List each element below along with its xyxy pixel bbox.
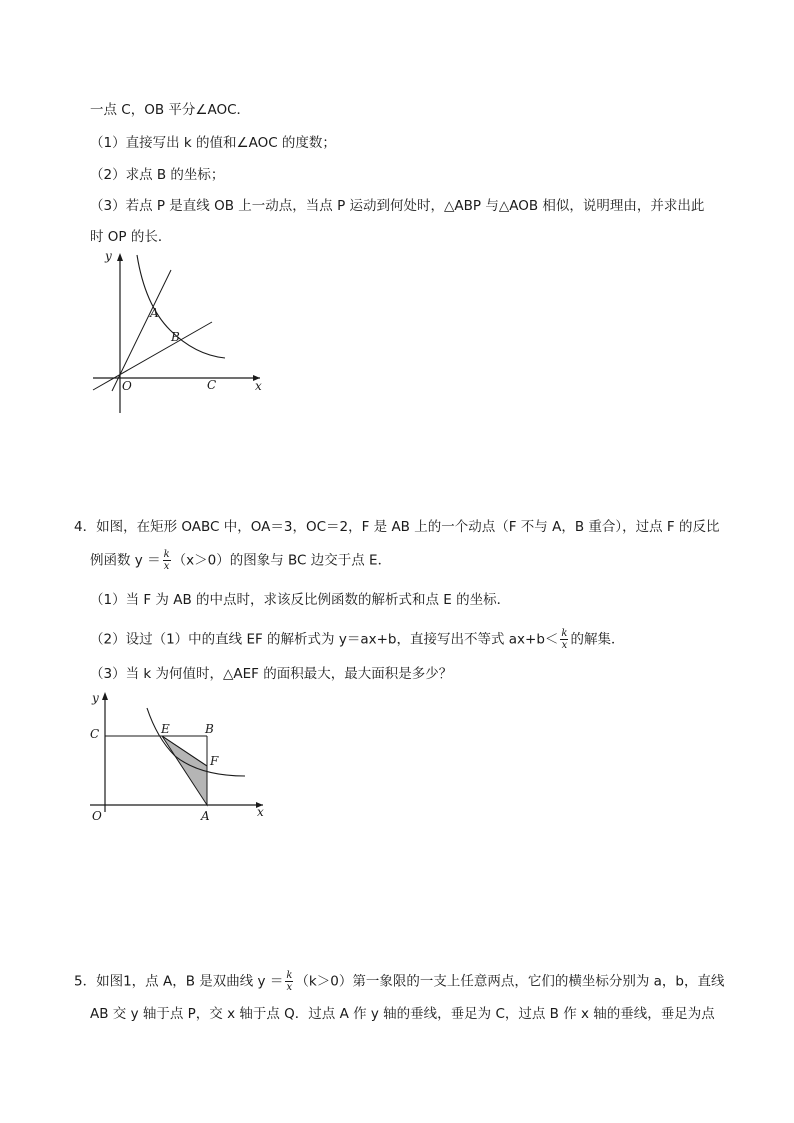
q3-part3-line1: （3）若点 P 是直线 OB 上一动点，当点 P 运动到何处时，△ABP 与△AOB 相似，说明理由，并求出此 [90,198,705,214]
frac-numerator: k [286,970,293,981]
frac-denominator: x [286,982,293,993]
q4-text-line2 [90,549,391,572]
q3-part1: （1）直接写出 k 的值和∠AOC 的度数； [90,135,336,151]
label-o: O [122,379,132,393]
label-b: B [205,722,214,736]
label-f: F [210,754,219,768]
fraction-k-over-x [163,549,171,572]
q3-text-line1: 一点 C，OB 平分∠AOC． [90,102,251,118]
label-x: x [255,379,262,393]
label-y: y [92,691,99,705]
y-axis-arrow [102,692,108,700]
label-e: E [161,722,170,736]
frac-denominator: x [163,561,170,572]
label-a: A [201,809,210,823]
q4-line2-post: （x＞0）的图象与 BC 边交于点 E． [172,552,392,569]
q4-part2-post: 的解集． [570,631,625,648]
q4-text-line1: 4．如图，在矩形 OABC 中，OA＝3，OC＝2，F 是 AB 上的一个动点（F 不与 A，B 重合），过点 F 的反比 [74,519,720,535]
q5-line1-pre: 5．如图1，点 A，B 是双曲线 y ＝ [74,973,284,990]
frac-numerator: k [561,628,568,639]
line-oa [112,270,171,391]
q3-part2: （2）求点 B 的坐标； [90,167,225,183]
label-x: x [257,805,264,819]
frac-numerator: k [163,549,170,560]
shaded-triangle-aef [162,736,207,805]
label-c: C [90,727,100,741]
q4-figure [85,688,275,828]
frac-denominator: x [561,640,568,651]
q5-text-line1 [74,970,724,993]
q4-part2-pre: （2）设过（1）中的直线 EF 的解析式为 y＝ax+b，直接写出不等式 ax+b＜ [90,631,559,648]
line-ob [93,322,212,390]
q5-text-line2: AB 交 y 轴于点 P，交 x 轴于点 Q．过点 A 作 y 轴的垂线，垂足为 C，过点 B 作 x 轴的垂线，垂足为点 [90,1006,715,1022]
q4-line2-pre: 例函数 y ＝ [90,552,161,569]
y-axis-arrow [117,253,123,261]
q5-line1-post: （k＞0）第一象限的一支上任意两点，它们的横坐标分别为 a，b，直线 [295,973,725,990]
label-o: O [92,809,102,823]
fraction-k-over-x [285,970,293,993]
q3-figure [85,245,275,420]
fraction-k-over-x [560,628,568,651]
q4-part1: （1）当 F 为 AB 的中点时，求该反比例函数的解析式和点 E 的坐标． [90,592,511,608]
q4-part3: （3）当 k 为何值时，△AEF 的面积最大，最大面积是多少？ [90,666,453,682]
label-c: C [207,378,217,392]
label-a: A [150,306,159,320]
q4-part2 [90,628,624,651]
label-y: y [105,249,112,263]
label-b: B [171,330,180,344]
q3-part3-line2: 时 OP 的长． [90,229,172,245]
